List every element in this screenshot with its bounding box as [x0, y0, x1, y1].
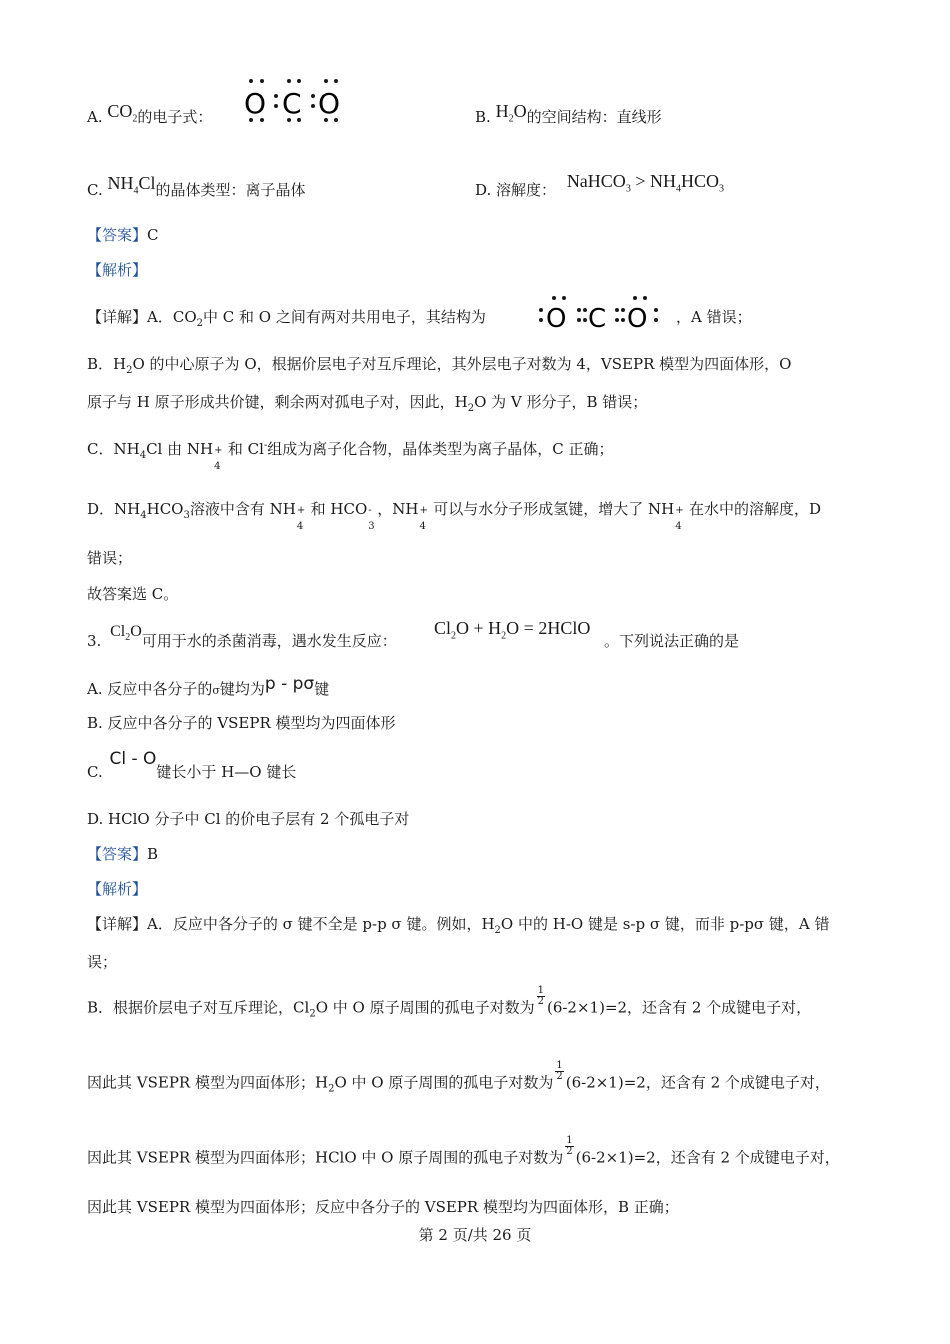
carbon-atom: C — [282, 87, 302, 120]
answer-line — [87, 226, 159, 244]
option-d — [475, 171, 724, 201]
option-letter: A. — [87, 108, 103, 126]
q3-option-d: D. HClO 分子中 Cl 的价电子层有 2 个孤电子对 — [87, 810, 410, 828]
option-letter: B. — [475, 108, 491, 126]
co2-lewis-structure-correct — [532, 293, 672, 339]
fraction-one-half: $\frac{1}{2}$ — [537, 985, 544, 1007]
detail-d-line-2: 错误； — [87, 549, 133, 567]
detail-b-line-1: B．$H_2O$ 的中心原子为 O，根据价层电子对互斥理论，其外层电子对数为 4，VSEPR 模型为四面体形，O — [87, 355, 792, 376]
oxygen-atom: O — [627, 304, 648, 334]
conclusion-line: 故答案选 C。 — [87, 585, 179, 603]
q3-analysis-label: 【解析】 — [87, 880, 148, 898]
q3-detail-a-line-2: 误； — [87, 953, 118, 971]
option-a — [87, 101, 213, 128]
oxygen-atom: O — [244, 87, 267, 120]
solubility-comparison: NaHCO$_3$ > $NH_4HCO_3$ — [566, 171, 724, 195]
oxygen-atom: O — [318, 87, 341, 120]
fraction-one-half: $\frac{1}{2}$ — [566, 1135, 573, 1157]
answer-value: C — [147, 226, 159, 244]
detail-a-line: 【详解】A．$CO_2$中 C 和 O 之间有两对共用电子，其结构为 — [87, 308, 486, 329]
option-letter: C. — [87, 181, 103, 199]
question-number: 3. — [87, 632, 102, 650]
bicarbonate-ion: HCO - 3 — [330, 500, 375, 532]
page-footer: 第 2 页/共 26 页 — [418, 1226, 532, 1244]
q3-detail-b-line-2: 因此其 VSEPR 模型为四面体形；$H_2O$ 中 O 原子周围的孤电子对数为 $\frac{1}{2}$ (6-2×1)=2，还含有 2 个成键电子对， — [87, 1060, 830, 1095]
ammonium-ion: NH + 4 — [269, 500, 306, 532]
option-c — [87, 173, 306, 201]
detail-d-line-1: D．$NH_4HCO_3$溶液中含有 NH + 4 和 HCO - 3 ，NH + 4 可以与水分子形成氢键，增大了 NH + 4 在水中的溶解度，D — [87, 500, 822, 532]
ammonium-ion: NH + 4 — [648, 500, 684, 532]
option-d-text: D. 溶解度： — [475, 181, 557, 199]
q3-detail-a-line-1: 【详解】A．反应中各分子的 σ 键不全是 p-p σ 键。例如，$H_2O$ 中的 H-O 键是 s-p σ 键，而非 p-pσ 键，A 错 — [87, 915, 830, 936]
ammonium-ion: NH + 4 — [392, 500, 428, 532]
analysis-label: 【解析】 — [87, 261, 148, 279]
h2o-formula: $H_2O$ — [495, 101, 527, 125]
q3-detail-b-line-1: B．根据价层电子对互斥理论，$Cl_2O$ 中 O 原子周围的孤电子对数为 $\frac{1}{2}$ (6-2×1)=2，还含有 2 个成键电子对， — [87, 985, 812, 1020]
answer-value: B — [147, 845, 159, 863]
detail-a-conclusion: ，A 错误； — [676, 308, 752, 326]
detail-label: 【详解】 — [87, 308, 148, 326]
option-a-text: 的电子式： — [137, 108, 213, 126]
oxygen-atom: O — [546, 304, 567, 334]
q3-detail-b-line-3: 因此其 VSEPR 模型为四面体形；HClO 中 O 原子周围的孤电子对数为 $\frac{1}{2}$ (6-2×1)=2，还含有 2 个成键电子对， — [87, 1135, 840, 1167]
detail-b-line-2: 原子与 H 原子形成共价键，剩余两对孤电子对，因此，$H_2O$ 为 V 形分子，B 错误； — [87, 393, 648, 414]
cl2o-formula: $Cl_2O$ — [110, 623, 142, 644]
question-3-stem: 3. $Cl_2O$可用于水的杀菌消毒，遇水发生反应： — [87, 623, 397, 650]
co2-lewis-structure-wrong — [240, 74, 350, 128]
carbon-atom: C — [588, 304, 607, 334]
detail-c-line: C．$NH_4Cl$ 由 NH + 4 和 Cl-组成为离子化合物，晶体类型为离子晶体，C 正确； — [87, 440, 614, 472]
option-b-text: 的空间结构：直线形 — [526, 108, 662, 126]
ammonium-ion: NH + 4 — [186, 440, 223, 472]
q3-detail-b-line-4: 因此其 VSEPR 模型为四面体形；反应中各分子的 VSEPR 模型均为四面体形，B 正确； — [87, 1198, 679, 1216]
q3-answer-line — [87, 845, 158, 863]
option-c-text: 的晶体类型：离子晶体 — [155, 181, 306, 199]
co2-formula: $CO_2$ — [107, 101, 138, 125]
option-b — [475, 101, 662, 128]
answer-label: 【答案】 — [87, 845, 148, 863]
reaction-equation: $Cl_2O + H_2O$ = 2HClO — [434, 618, 591, 642]
fraction-one-half: $\frac{1}{2}$ — [556, 1060, 563, 1082]
answer-label: 【答案】 — [87, 226, 148, 244]
q3-option-a: A. 反应中各分子的σ键均为p - pσ键 — [87, 674, 330, 698]
nh4cl-formula: $NH_4Cl$ — [107, 173, 156, 197]
q3-option-b: B. 反应中各分子的 VSEPR 模型均为四面体形 — [87, 714, 396, 732]
question-3-prompt: 。下列说法正确的是 — [604, 632, 740, 650]
q3-option-c: C. Cl - O键长小于 H—O 键长 — [87, 749, 297, 781]
